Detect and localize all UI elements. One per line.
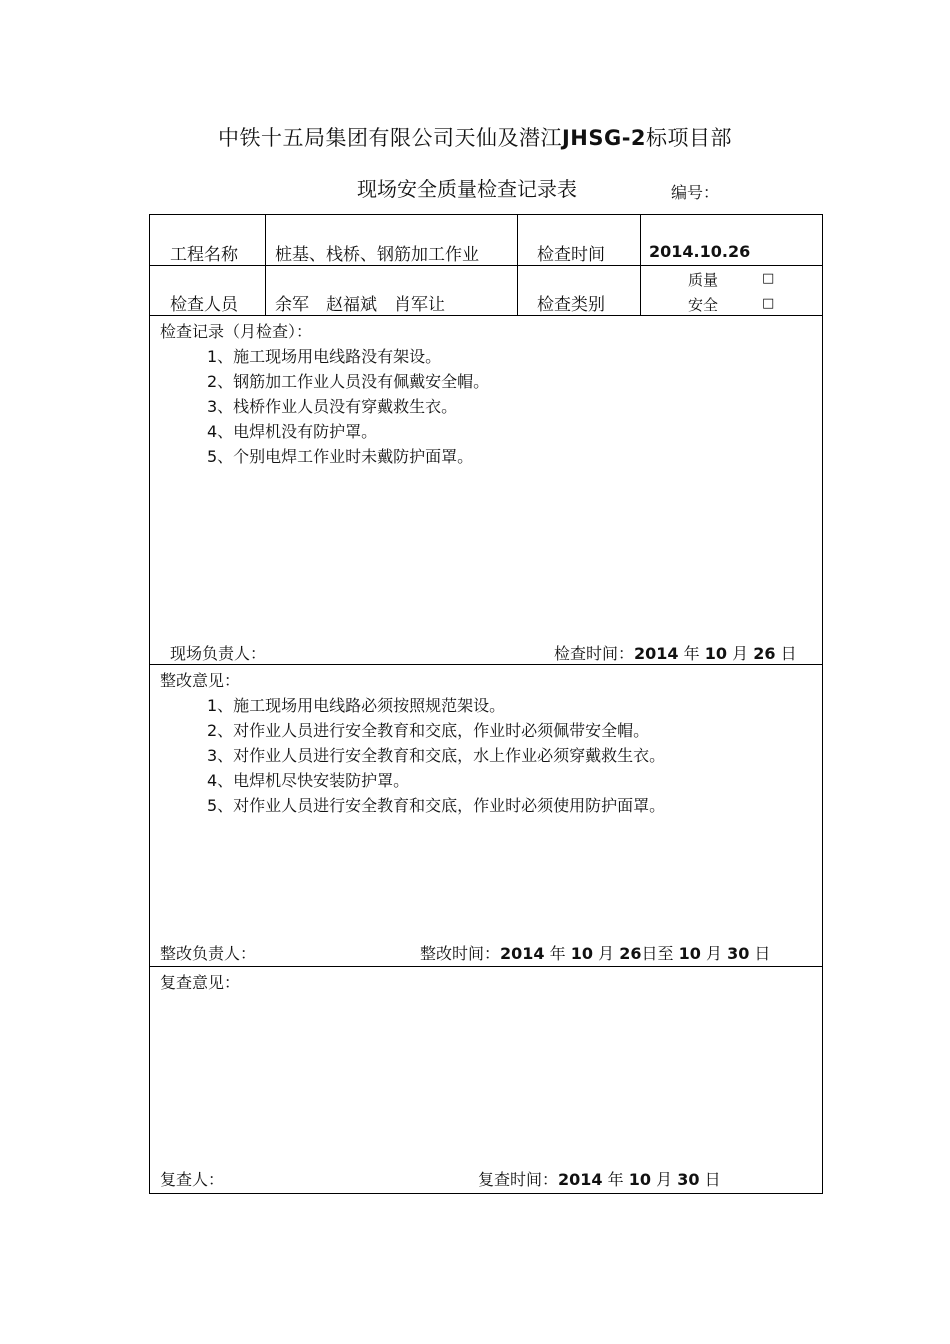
record-heading: 检查记录（月检查）：	[160, 322, 313, 341]
record-item: 4、电焊机没有防护罩。	[207, 422, 378, 441]
category-safety-label: 安全	[688, 296, 719, 314]
safety-checkbox[interactable]: □	[762, 296, 775, 311]
record-item: 1、施工现场用电线路没有架设。	[207, 347, 442, 366]
doc-number-label: 编号：	[671, 183, 720, 202]
category-label: 检查类别	[537, 295, 605, 315]
category-quality-label: 质量	[688, 271, 719, 289]
site-responsible-label: 现场负责人：	[170, 644, 267, 663]
record-item: 5、个别电焊工作业时未戴防护面罩。	[207, 447, 474, 466]
review-section	[150, 967, 822, 1193]
inspector-value: 余军 赵福斌 肖军让	[275, 295, 445, 315]
document-title: 中铁十五局集团有限公司天仙及潜江JHSG-2标项目部	[217, 126, 733, 150]
rectify-item: 2、对作业人员进行安全教育和交底，作业时必须佩带安全帽。	[207, 721, 650, 740]
rectify-item: 4、电焊机尽快安装防护罩。	[207, 771, 410, 790]
inspection-date: 检查时间：2014 年 10 月 26 日	[554, 644, 797, 663]
inspection-table	[149, 214, 823, 1194]
inspector-row	[150, 266, 822, 316]
record-item: 2、钢筋加工作业人员没有佩戴安全帽。	[207, 372, 490, 391]
quality-checkbox[interactable]: □	[762, 271, 775, 286]
record-section	[150, 316, 822, 665]
record-item: 3、栈桥作业人员没有穿戴救生衣。	[207, 397, 458, 416]
rectify-date: 整改时间：2014 年 10 月 26日至 10 月 30 日	[420, 944, 771, 963]
review-heading: 复查意见：	[160, 973, 241, 992]
rectify-responsible-label: 整改负责人：	[160, 944, 257, 963]
project-value: 桩基、栈桥、钢筋加工作业	[275, 245, 479, 265]
form-title: 现场安全质量检查记录表	[357, 177, 577, 201]
time-label: 检查时间	[537, 245, 605, 265]
project-label: 工程名称	[170, 245, 238, 265]
rectify-section	[150, 665, 822, 967]
inspector-label: 检查人员	[170, 295, 238, 315]
rectify-item: 1、施工现场用电线路必须按照规范架设。	[207, 696, 506, 715]
time-value: 2014.10.26	[649, 242, 751, 261]
rectify-item: 3、对作业人员进行安全教育和交底，水上作业必须穿戴救生衣。	[207, 746, 666, 765]
rectify-heading: 整改意见：	[160, 671, 241, 690]
rectify-item: 5、对作业人员进行安全教育和交底，作业时必须使用防护面罩。	[207, 796, 666, 815]
review-date: 复查时间：2014 年 10 月 30 日	[478, 1170, 721, 1189]
project-row	[150, 215, 822, 266]
reviewer-label: 复查人：	[160, 1170, 225, 1189]
